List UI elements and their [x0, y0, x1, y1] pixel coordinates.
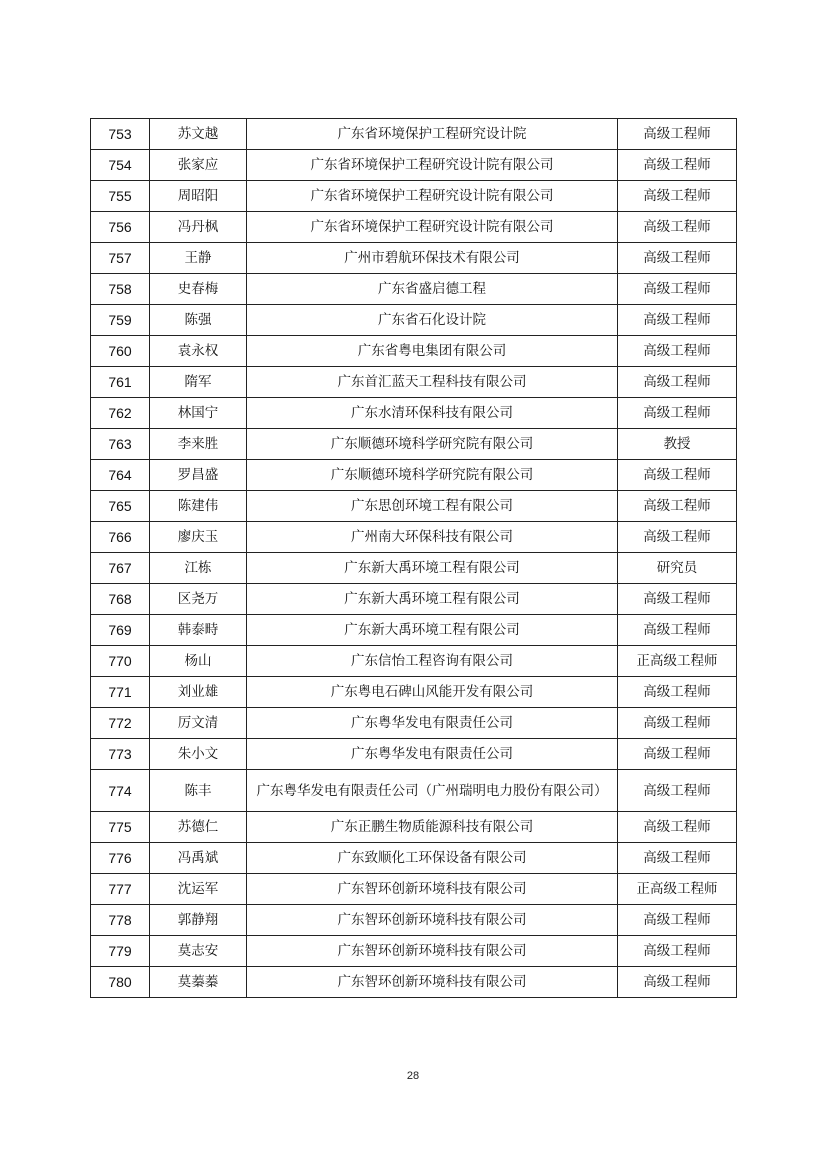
organization-cell: 广东省环境保护工程研究设计院 [247, 119, 618, 150]
organization-cell: 广东新大禹环境工程有限公司 [247, 553, 618, 584]
organization-cell: 广东顺德环境科学研究院有限公司 [247, 429, 618, 460]
serial-number-cell: 765 [91, 491, 150, 522]
name-cell: 王静 [150, 243, 247, 274]
name-cell: 苏文越 [150, 119, 247, 150]
name-cell: 隋军 [150, 367, 247, 398]
name-cell: 刘业雄 [150, 677, 247, 708]
table-row [91, 874, 737, 905]
expert-roster-table [90, 118, 737, 998]
title-cell: 教授 [618, 429, 737, 460]
title-cell: 高级工程师 [618, 905, 737, 936]
table-row [91, 243, 737, 274]
title-cell: 高级工程师 [618, 739, 737, 770]
serial-number-cell: 776 [91, 843, 150, 874]
serial-number-cell: 762 [91, 398, 150, 429]
organization-cell: 广东省环境保护工程研究设计院有限公司 [247, 181, 618, 212]
table-row [91, 212, 737, 243]
table-row [91, 843, 737, 874]
name-cell: 林国宁 [150, 398, 247, 429]
table-row [91, 460, 737, 491]
title-cell: 高级工程师 [618, 843, 737, 874]
table-row [91, 181, 737, 212]
title-cell: 高级工程师 [618, 615, 737, 646]
name-cell: 杨山 [150, 646, 247, 677]
organization-cell: 广东粤电石碑山风能开发有限公司 [247, 677, 618, 708]
table-row [91, 770, 737, 812]
table-row [91, 553, 737, 584]
organization-cell: 广东智环创新环境科技有限公司 [247, 936, 618, 967]
table-row [91, 429, 737, 460]
name-cell: 李来胜 [150, 429, 247, 460]
organization-cell: 广东粤华发电有限责任公司 [247, 708, 618, 739]
serial-number-cell: 780 [91, 967, 150, 998]
serial-number-cell: 768 [91, 584, 150, 615]
title-cell: 高级工程师 [618, 967, 737, 998]
serial-number-cell: 769 [91, 615, 150, 646]
name-cell: 袁永权 [150, 336, 247, 367]
title-cell: 高级工程师 [618, 119, 737, 150]
name-cell: 区尧万 [150, 584, 247, 615]
name-cell: 廖庆玉 [150, 522, 247, 553]
organization-cell: 广州市碧航环保技术有限公司 [247, 243, 618, 274]
title-cell: 研究员 [618, 553, 737, 584]
table-row [91, 615, 737, 646]
serial-number-cell: 756 [91, 212, 150, 243]
title-cell: 高级工程师 [618, 936, 737, 967]
serial-number-cell: 754 [91, 150, 150, 181]
table-row [91, 274, 737, 305]
table-row [91, 646, 737, 677]
table-row [91, 398, 737, 429]
title-cell: 高级工程师 [618, 181, 737, 212]
name-cell: 陈强 [150, 305, 247, 336]
name-cell: 周昭阳 [150, 181, 247, 212]
table-row [91, 967, 737, 998]
table-row [91, 367, 737, 398]
serial-number-cell: 759 [91, 305, 150, 336]
table-row [91, 812, 737, 843]
table-row [91, 708, 737, 739]
table-row [91, 305, 737, 336]
serial-number-cell: 774 [91, 770, 150, 812]
organization-cell: 广东新大禹环境工程有限公司 [247, 615, 618, 646]
table-row [91, 936, 737, 967]
organization-cell: 广州南大环保科技有限公司 [247, 522, 618, 553]
name-cell: 陈建伟 [150, 491, 247, 522]
organization-cell: 广东智环创新环境科技有限公司 [247, 967, 618, 998]
organization-cell: 广东顺德环境科学研究院有限公司 [247, 460, 618, 491]
serial-number-cell: 778 [91, 905, 150, 936]
name-cell: 厉文清 [150, 708, 247, 739]
organization-cell: 广东首汇蓝天工程科技有限公司 [247, 367, 618, 398]
name-cell: 朱小文 [150, 739, 247, 770]
serial-number-cell: 771 [91, 677, 150, 708]
title-cell: 高级工程师 [618, 677, 737, 708]
name-cell: 张家应 [150, 150, 247, 181]
name-cell: 陈丰 [150, 770, 247, 812]
name-cell: 苏德仁 [150, 812, 247, 843]
serial-number-cell: 773 [91, 739, 150, 770]
name-cell: 莫志安 [150, 936, 247, 967]
table-row [91, 522, 737, 553]
organization-cell: 广东致顺化工环保设备有限公司 [247, 843, 618, 874]
roster-body [91, 119, 737, 998]
organization-cell: 广东粤华发电有限责任公司 [247, 739, 618, 770]
table-row [91, 739, 737, 770]
name-cell: 沈运军 [150, 874, 247, 905]
serial-number-cell: 763 [91, 429, 150, 460]
title-cell: 高级工程师 [618, 367, 737, 398]
serial-number-cell: 775 [91, 812, 150, 843]
serial-number-cell: 755 [91, 181, 150, 212]
serial-number-cell: 770 [91, 646, 150, 677]
table-row [91, 584, 737, 615]
title-cell: 高级工程师 [618, 522, 737, 553]
name-cell: 郭静翔 [150, 905, 247, 936]
serial-number-cell: 764 [91, 460, 150, 491]
serial-number-cell: 753 [91, 119, 150, 150]
title-cell: 高级工程师 [618, 243, 737, 274]
serial-number-cell: 767 [91, 553, 150, 584]
name-cell: 史春梅 [150, 274, 247, 305]
table-row [91, 336, 737, 367]
organization-cell: 广东智环创新环境科技有限公司 [247, 905, 618, 936]
serial-number-cell: 772 [91, 708, 150, 739]
organization-cell: 广东思创环境工程有限公司 [247, 491, 618, 522]
title-cell: 正高级工程师 [618, 646, 737, 677]
organization-cell: 广东省粤电集团有限公司 [247, 336, 618, 367]
name-cell: 江栋 [150, 553, 247, 584]
table-row [91, 677, 737, 708]
title-cell: 高级工程师 [618, 812, 737, 843]
name-cell: 冯丹枫 [150, 212, 247, 243]
title-cell: 高级工程师 [618, 150, 737, 181]
table-row [91, 119, 737, 150]
organization-cell: 广东省环境保护工程研究设计院有限公司 [247, 150, 618, 181]
title-cell: 高级工程师 [618, 336, 737, 367]
title-cell: 高级工程师 [618, 770, 737, 812]
serial-number-cell: 766 [91, 522, 150, 553]
name-cell: 罗昌盛 [150, 460, 247, 491]
organization-cell: 广东省石化设计院 [247, 305, 618, 336]
serial-number-cell: 760 [91, 336, 150, 367]
title-cell: 正高级工程师 [618, 874, 737, 905]
organization-cell: 广东省环境保护工程研究设计院有限公司 [247, 212, 618, 243]
title-cell: 高级工程师 [618, 398, 737, 429]
title-cell: 高级工程师 [618, 274, 737, 305]
table-row [91, 150, 737, 181]
serial-number-cell: 757 [91, 243, 150, 274]
organization-cell: 广东新大禹环境工程有限公司 [247, 584, 618, 615]
table-row [91, 491, 737, 522]
title-cell: 高级工程师 [618, 212, 737, 243]
serial-number-cell: 777 [91, 874, 150, 905]
organization-cell: 广东粤华发电有限责任公司（广州瑞明电力股份有限公司） [247, 770, 618, 812]
name-cell: 韩泰畤 [150, 615, 247, 646]
name-cell: 莫蓁蓁 [150, 967, 247, 998]
title-cell: 高级工程师 [618, 305, 737, 336]
serial-number-cell: 761 [91, 367, 150, 398]
organization-cell: 广东水清环保科技有限公司 [247, 398, 618, 429]
organization-cell: 广东正鹏生物质能源科技有限公司 [247, 812, 618, 843]
organization-cell: 广东信怡工程咨询有限公司 [247, 646, 618, 677]
table-row [91, 905, 737, 936]
title-cell: 高级工程师 [618, 460, 737, 491]
name-cell: 冯禹斌 [150, 843, 247, 874]
page-number: 28 [406, 1070, 420, 1082]
title-cell: 高级工程师 [618, 708, 737, 739]
title-cell: 高级工程师 [618, 491, 737, 522]
organization-cell: 广东省盛启德工程 [247, 274, 618, 305]
serial-number-cell: 758 [91, 274, 150, 305]
title-cell: 高级工程师 [618, 584, 737, 615]
organization-cell: 广东智环创新环境科技有限公司 [247, 874, 618, 905]
serial-number-cell: 779 [91, 936, 150, 967]
